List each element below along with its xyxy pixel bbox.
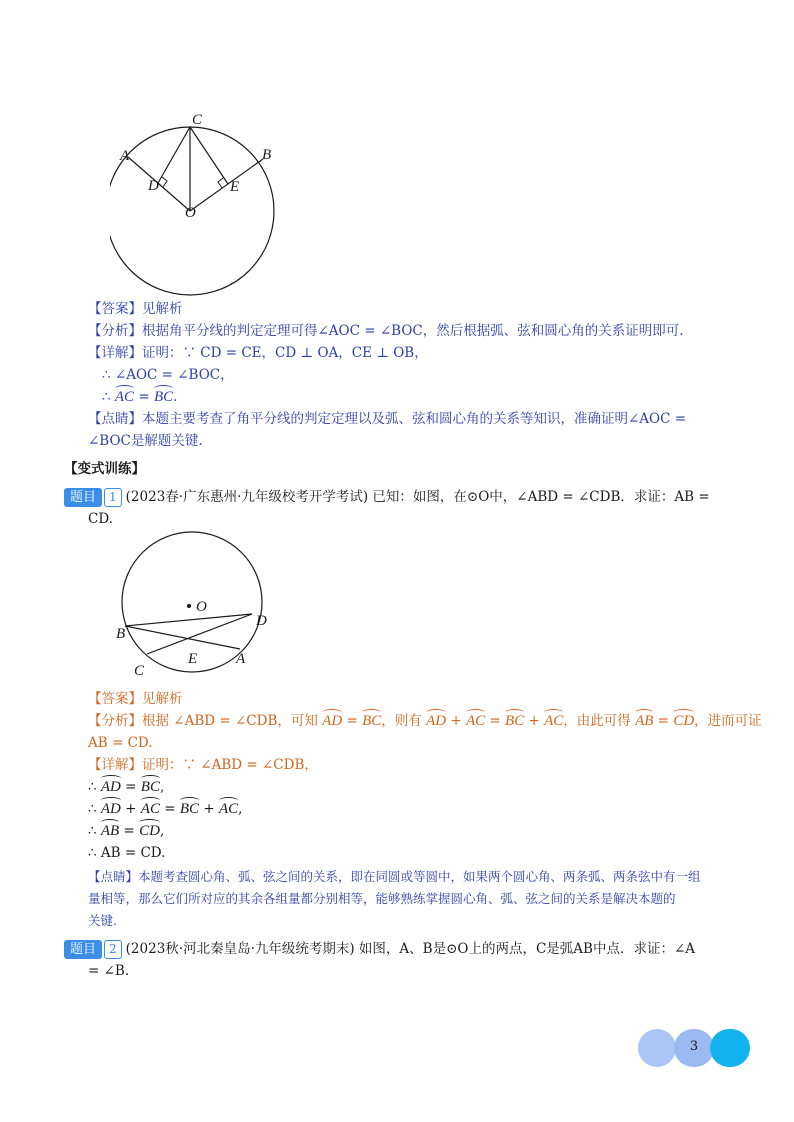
question-tag: 题目	[64, 940, 102, 959]
badge-circle-left	[638, 1029, 676, 1067]
label-o: O	[196, 599, 207, 615]
question-number: 2	[104, 940, 122, 959]
example-detail-2: ∴ ∠AOC = ∠BOC，	[102, 367, 234, 383]
label-b: B	[262, 147, 272, 163]
label-e: E	[188, 651, 198, 667]
question-tag: 题目	[64, 488, 102, 507]
badge-circle-right	[710, 1029, 750, 1067]
q1-detail-5: ∴ AB = CD.	[88, 845, 166, 861]
example-detail-1: 【详解】证明：∵ CD = CE，CD ⊥ OA，CE ⊥ OB，	[88, 345, 428, 361]
chord-ba	[125, 626, 240, 649]
section-heading-variant: 【变式训练】	[64, 461, 145, 477]
label-d: D	[256, 613, 267, 629]
center-dot	[187, 604, 191, 608]
example-comment-2: ∠BOC是解题关键.	[88, 433, 203, 449]
page-number: 3	[689, 1039, 699, 1054]
example-analysis: 【分析】根据角平分线的判定定理可得∠AOC = ∠BOC，然后根据弧、弦和圆心角的关系证明即可.	[88, 323, 684, 339]
q1-comment-1: 【点睛】本题考查圆心角、弧、弦之间的关系，即在同圆或等圆中，如果两个圆心角、两条弧、两条弦中有一组	[88, 869, 701, 884]
question-1-line-2: CD.	[88, 511, 113, 527]
example-comment-1: 【点睛】本题主要考查了角平分线的判定定理以及弧、弦和圆心角的关系等知识，准确证明∠AOC =	[88, 411, 687, 427]
label-c: C	[134, 663, 145, 679]
q1-detail-2: ∴ AD = BC,	[88, 776, 164, 798]
example-detail-3: ∴ AC = BC.	[102, 386, 177, 408]
segment-cd	[158, 127, 190, 183]
label-e: E	[230, 179, 240, 195]
label-a: A	[120, 148, 130, 164]
figure-circle-chords	[110, 105, 290, 305]
page-number-badge	[638, 1029, 750, 1067]
segment-oa	[128, 157, 190, 211]
segment-ce	[190, 127, 228, 184]
chord-bd	[125, 614, 252, 626]
question-2-line-1: 题目 2 (2023秋·河北秦皇岛·九年级统考期末) 如图，A、B是⊙O上的两点，C是弧AB中点．求证：∠A	[64, 938, 695, 960]
right-angle-e	[218, 178, 223, 188]
segment-ob	[190, 159, 263, 211]
q1-detail-3: ∴ AD + AC = BC + AC,	[88, 798, 242, 820]
question-1-line-1: 题目 1 (2023春·广东惠州·九年级校考开学考试) 已知：如图，在⊙O中，∠ABD = ∠CDB．求证：AB =	[64, 486, 710, 508]
q1-detail-4: ∴ AB = CD,	[88, 820, 164, 842]
q1-comment-3: 关键.	[88, 913, 117, 928]
question-number: 1	[104, 488, 122, 507]
label-o: O	[185, 205, 196, 221]
q1-detail-1: 【详解】证明：∵ ∠ABD = ∠CDB，	[88, 757, 318, 773]
q1-analysis-2: AB = CD.	[88, 735, 153, 751]
q1-analysis-1: 【分析】根据 ∠ABD = ∠CDB，可知 AD = BC，则有 AD + AC = BC + AC，由此可得 AB = CD，进而可证	[88, 710, 762, 732]
label-d: D	[148, 178, 159, 194]
q1-comment-2: 量相等，那么它们所对应的其余各组量都分别相等，能够熟练掌握圆心角、弧、弦之间的关系是解决本题的	[88, 891, 676, 906]
label-a: A	[236, 651, 246, 667]
label-b: B	[116, 626, 126, 642]
label-c: C	[192, 112, 203, 128]
question-2-line-2: = ∠B.	[88, 963, 130, 979]
right-angle-d	[162, 177, 167, 187]
q1-answer: 【答案】见解析	[88, 691, 183, 707]
example-answer: 【答案】见解析	[88, 301, 183, 317]
figure-circle-crossing-chords	[112, 530, 282, 682]
